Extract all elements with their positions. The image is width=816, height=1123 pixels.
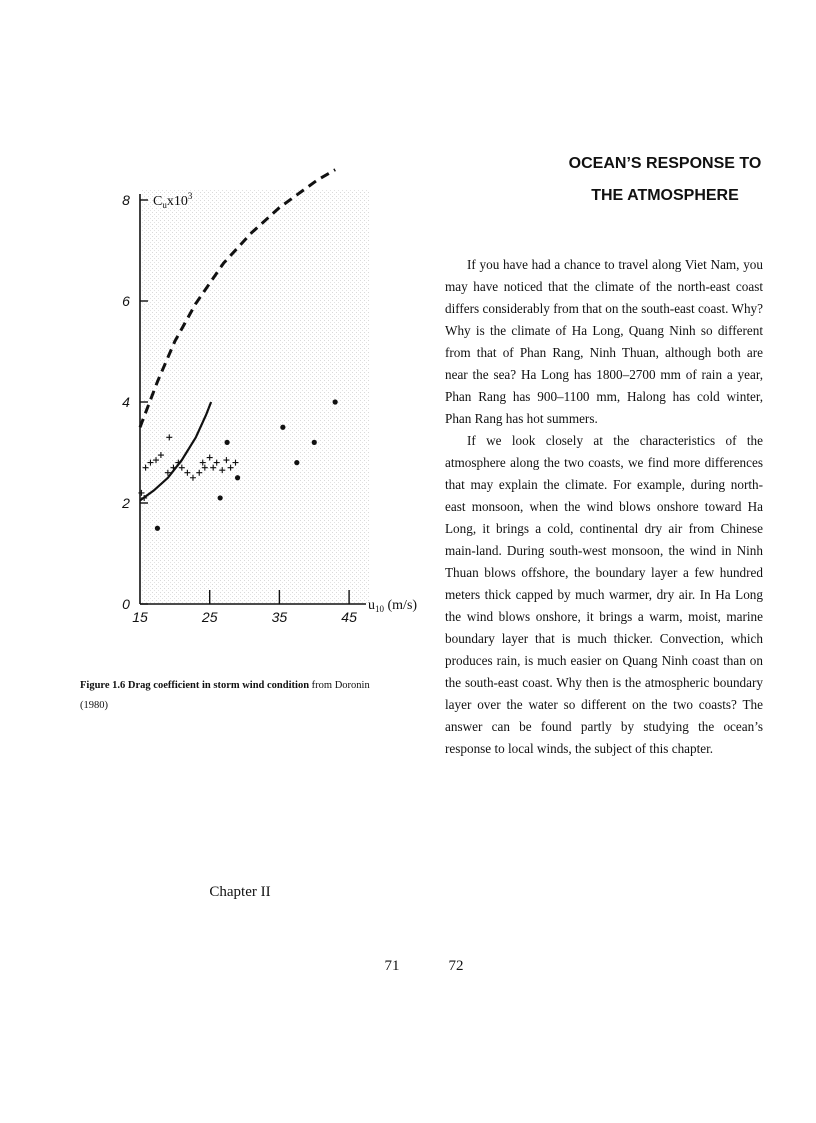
data-point-dot — [312, 440, 317, 445]
data-point-dot — [235, 475, 240, 480]
chart-svg — [100, 180, 418, 640]
figure-caption-year: (1980) — [80, 700, 108, 711]
figure-caption-title: Figure 1.6 Drag coefficient in storm wind condition — [80, 680, 310, 691]
y-tick-label: 0 — [122, 596, 130, 612]
data-point-dot — [218, 495, 223, 500]
page-number-right: 72 — [448, 958, 464, 974]
body-paragraph-2: If we look closely at the characteristics of the atmosphere along the two coasts, we find more differences that may explain the climate. For example, during north-east monsoon, when the wind blows onshore toward Ha Long, it brings a cold, continental dry air from Chinese main-land. During south-west monsoon, the wind in Ninh Thuan blows offshore, the boundary layer a few hundred meters thick capped by much warmer, dry air. In Ha Long the wind blows onshore, it brings a warm, moist, marine boundary layer that is much thicker. Convection, which produces rain, is much easier on Quang Ninh coast than on the south-east coast. Why then is the atmospheric boundary layer over the water so different on the two coasts? The answer can be found partly by studying the ocean’s response to local winds, the subject of this chapter. — [445, 433, 763, 756]
x-tick-label: 35 — [271, 609, 288, 625]
drag-coefficient-chart — [100, 180, 418, 640]
section-title-line-2: THE ATMOSPHERE — [591, 187, 739, 204]
chapter-label: Chapter II — [209, 884, 271, 900]
x-tick-label: 25 — [201, 609, 218, 625]
section-title-line-1: OCEAN’S RESPONSE TO — [568, 155, 762, 172]
figure-caption-source: from Doronin — [311, 680, 370, 691]
y-axis-label: $C_ux10^3$ — [153, 191, 193, 210]
data-point-dot — [280, 425, 285, 430]
y-tick-label: 8 — [122, 192, 130, 208]
data-point-dot — [294, 460, 299, 465]
data-point-dot — [155, 526, 160, 531]
x-axis-label: $u_{10}$ (m/s) — [368, 598, 418, 614]
data-point-dot — [333, 399, 338, 404]
page-number-left: 71 — [384, 958, 400, 974]
body-paragraph-1: If you have had a chance to travel along Viet Nam, you may have noticed that the climate of the north-east coast differs considerably from that on the south-east coast. Why? Why is the climate of Ha Long, Quang Ninh so different from that of Phan Rang, Ninh Thuan, although both are near the sea? Ha Long has 1800–2700 mm of rain a year, Phan Rang has 900–1100 mm, Halong has cold winter, Phan Rang has hot summers. — [445, 257, 763, 426]
figure-caption — [80, 676, 398, 716]
y-tick-label: 4 — [122, 394, 130, 410]
data-point-dot — [225, 440, 230, 445]
plot-background — [141, 190, 370, 604]
section-title — [550, 148, 780, 212]
x-tick-label: 15 — [132, 609, 148, 625]
body-text — [445, 254, 763, 760]
y-tick-label: 6 — [122, 293, 130, 309]
y-tick-label: 2 — [122, 495, 130, 511]
x-tick-label: 45 — [341, 609, 357, 625]
